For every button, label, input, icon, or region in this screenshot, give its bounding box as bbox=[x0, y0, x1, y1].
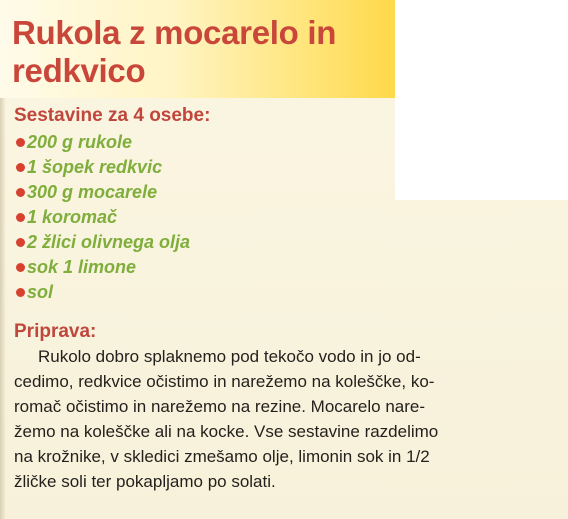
ingredient-item bbox=[16, 155, 190, 180]
preparation-line: Rukolo dobro splaknemo pod tekočo vodo in jo od- bbox=[38, 347, 421, 366]
preparation-line: žličke soli ter pokapljamo po solati. bbox=[14, 472, 276, 491]
ingredient-list bbox=[16, 130, 190, 305]
ingredient-text: sok 1 limone bbox=[27, 257, 137, 277]
preparation-line: žemo na koleščke ali na kocke. Vse sestavine razdelimo bbox=[14, 422, 439, 441]
ingredient-text: 2 žlici olivnega olja bbox=[27, 232, 191, 252]
ingredient-item bbox=[16, 205, 190, 230]
recipe-title-line-1: Rukola z mocarelo in bbox=[12, 14, 337, 51]
ingredient-text: 1 koromač bbox=[27, 207, 118, 227]
bullet-dot-icon bbox=[16, 138, 25, 147]
preparation-line: romač očistimo in narežemo na rezine. Mocarelo nare- bbox=[14, 397, 426, 416]
preparation-line: na krožnike, v skledici zmešamo olje, limonin sok in 1/2 bbox=[14, 447, 430, 466]
ingredient-item bbox=[16, 255, 190, 280]
bullet-dot-icon bbox=[16, 213, 25, 222]
ingredient-text: 300 g mocarele bbox=[27, 182, 158, 202]
ingredient-text: 1 šopek redkvic bbox=[27, 157, 163, 177]
bullet-dot-icon bbox=[16, 263, 25, 272]
ingredient-item bbox=[16, 130, 190, 155]
bullet-dot-icon bbox=[16, 163, 25, 172]
preparation-line: cedimo, redkvice očistimo in narežemo na koleščke, ko- bbox=[14, 372, 435, 391]
recipe-title-line-2: redkvico bbox=[12, 52, 146, 89]
ingredient-text: 200 g rukole bbox=[27, 132, 133, 152]
preparation-heading: Priprava: bbox=[14, 321, 97, 342]
recipe-title bbox=[12, 14, 392, 90]
ingredient-item bbox=[16, 280, 190, 305]
ingredient-item bbox=[16, 230, 190, 255]
bullet-dot-icon bbox=[16, 288, 25, 297]
scan-white-margin bbox=[395, 0, 568, 200]
bullet-dot-icon bbox=[16, 188, 25, 197]
preparation-text bbox=[14, 344, 559, 494]
bullet-dot-icon bbox=[16, 238, 25, 247]
ingredients-heading: Sestavine za 4 osebe: bbox=[14, 105, 211, 126]
ingredient-text: sol bbox=[27, 282, 54, 302]
page-shadow-edge bbox=[0, 98, 6, 519]
ingredient-item bbox=[16, 180, 190, 205]
